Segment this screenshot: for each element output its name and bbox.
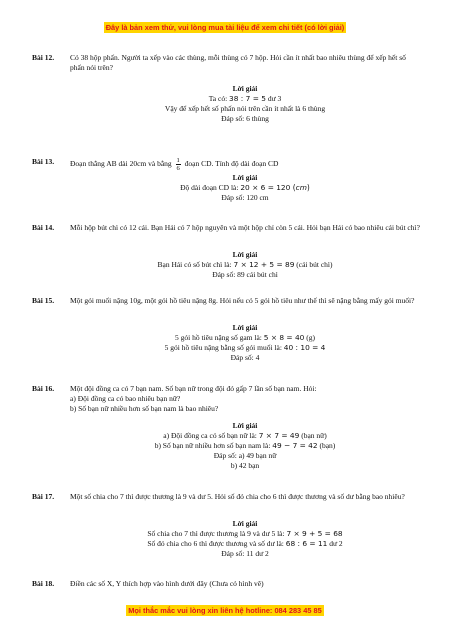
solution-17: [70, 519, 420, 559]
solution-line: Số đó chia cho 6 thì được thương và số dư là: 68 : 6 = 11 dư 2: [147, 539, 343, 548]
equation: 7 × 9 + 5 = 68: [286, 529, 343, 538]
problem-17: [32, 492, 420, 502]
solution-heading: Lời giải: [232, 250, 258, 259]
solution-line: Số chia cho 7 thì được thương là 9 và dư 5 là: 7 × 9 + 5 = 68: [147, 529, 343, 538]
solution-13: [70, 173, 420, 203]
solution-line: 5 gói hồ tiêu nặng bằng số gói muối là: 40 : 10 = 4: [164, 343, 326, 352]
problem-text: Đoạn thẳng AB dài 20cm và bằng $\frac{1}{6}$ đoạn CD. Tính độ dài đoạn CD: [70, 157, 279, 172]
problem-number: Bài 16.: [32, 384, 55, 393]
problem-16: [32, 384, 420, 414]
answer: Đáp số: a) 49 bạn nữ: [213, 451, 277, 460]
problem-18: [32, 579, 420, 589]
equation: 38 : 7 = 5: [229, 94, 266, 103]
problem-13: [32, 157, 420, 172]
solution-line: b) Số bạn nữ nhiều hơn số bạn nam là: 49 − 7 = 42 (bạn): [154, 441, 336, 450]
fraction: $\frac{1}{6}$: [176, 157, 180, 172]
hotline-banner: Mọi thắc mắc vui lòng xin liên hệ hotline: 084 283 45 85: [128, 606, 322, 615]
problem-text: Một gói muối nặng 10g, một gói hồ tiêu nặng 8g. Hỏi nếu có 5 gói hồ tiêu như thế thì sẽ nặng bằng mấy gói muối?: [70, 296, 415, 305]
solution-line: Độ dài đoạn CD là: 20 × 6 = 120 (cm): [180, 183, 310, 192]
answer: Đáp số: 120 cm: [221, 193, 269, 202]
equation: 49 − 7 = 42: [272, 441, 318, 450]
equation: 20 × 6 = 120: [240, 183, 291, 192]
problem-number: Bài 14.: [32, 223, 55, 232]
question-a: a) Đội đồng ca có bao nhiêu bạn nữ?: [70, 394, 181, 403]
solution-line: 5 gói hồ tiêu nặng số gam là: 5 × 8 = 40 (g): [175, 333, 315, 342]
solution-line: Vậy để xếp hết số phấn nói trên cần ít nhất là 6 thùng: [164, 104, 326, 113]
problem-text: Có 38 hộp phấn. Người ta xếp vào các thùng, mỗi thùng có 7 hộp. Hỏi cần ít nhất bao nhiêu thùng để xếp hết số phấn nói trên?: [70, 53, 406, 72]
problem-number: Bài 13.: [32, 157, 55, 166]
problem-number: Bài 17.: [32, 492, 55, 501]
preview-banner: Đây là bản xem thử, vui lòng mua tài liệu để xem chi tiết (có lời giải): [105, 23, 345, 32]
answer: Đáp số: 6 thùng: [221, 114, 269, 123]
solution-16: [70, 421, 420, 471]
answer: Đáp số: 4: [230, 353, 260, 362]
answer: b) 42 bạn: [230, 461, 260, 470]
equation: 68 : 6 = 11: [285, 539, 328, 548]
problem-number: Bài 12.: [32, 53, 55, 62]
equation: 7 × 7 = 49: [258, 431, 300, 440]
problem-text: Điền các số X, Y thích hợp vào hình dưới đây (Chưa có hình vẽ): [70, 579, 264, 588]
answer: Đáp số: 89 cái bút chì: [212, 270, 278, 279]
solution-12: [70, 84, 420, 124]
solution-14: [70, 250, 420, 280]
problem-text: Mỗi hộp bút chì có 12 cái. Bạn Hải có 7 hộp nguyên và một hộp chỉ còn 5 cái. Hỏi bạn Hải có bao nhiêu cái bút chì?: [70, 223, 420, 232]
solution-line: Bạn Hải có số bút chì là: 7 × 12 + 5 = 89 (cái bút chì): [157, 260, 333, 269]
problem-number: Bài 15.: [32, 296, 55, 305]
solution-heading: Lời giải: [232, 323, 258, 332]
problem-number: Bài 18.: [32, 579, 55, 588]
answer: Đáp số: 11 dư 2: [221, 549, 269, 558]
solution-heading: Lời giải: [232, 84, 258, 93]
solution-heading: Lời giải: [232, 421, 258, 430]
equation: 40 : 10 = 4: [283, 343, 326, 352]
solution-line: Ta có: 38 : 7 = 5 dư 3: [208, 94, 282, 103]
problem-text: Một đội đồng ca có 7 bạn nam. Số bạn nữ trong đội đó gấp 7 lần số bạn nam. Hỏi: a) Đội đồng ca có bao nhiêu bạn nữ? b) Số bạn nữ nhiều hơn số bạn nam là bao nhiêu?: [70, 384, 420, 414]
problem-12: [32, 53, 420, 73]
equation: 5 × 8 = 40: [263, 333, 305, 342]
question-b: b) Số bạn nữ nhiều hơn số bạn nam là bao nhiêu?: [70, 404, 219, 413]
problem-15: [32, 296, 420, 306]
equation: 7 × 12 + 5 = 89: [233, 260, 295, 269]
solution-heading: Lời giải: [232, 519, 258, 528]
problem-14: [32, 223, 420, 233]
problem-text: Một số chia cho 7 thì được thương là 9 và dư 5. Hỏi số đó chia cho 6 thì được thương và số dư bằng bao nhiêu?: [70, 492, 405, 501]
solution-heading: Lời giải: [232, 173, 258, 182]
solution-line: a) Đội đồng ca có số bạn nữ là: 7 × 7 = 49 (bạn nữ): [163, 431, 327, 440]
solution-15: [70, 323, 420, 363]
